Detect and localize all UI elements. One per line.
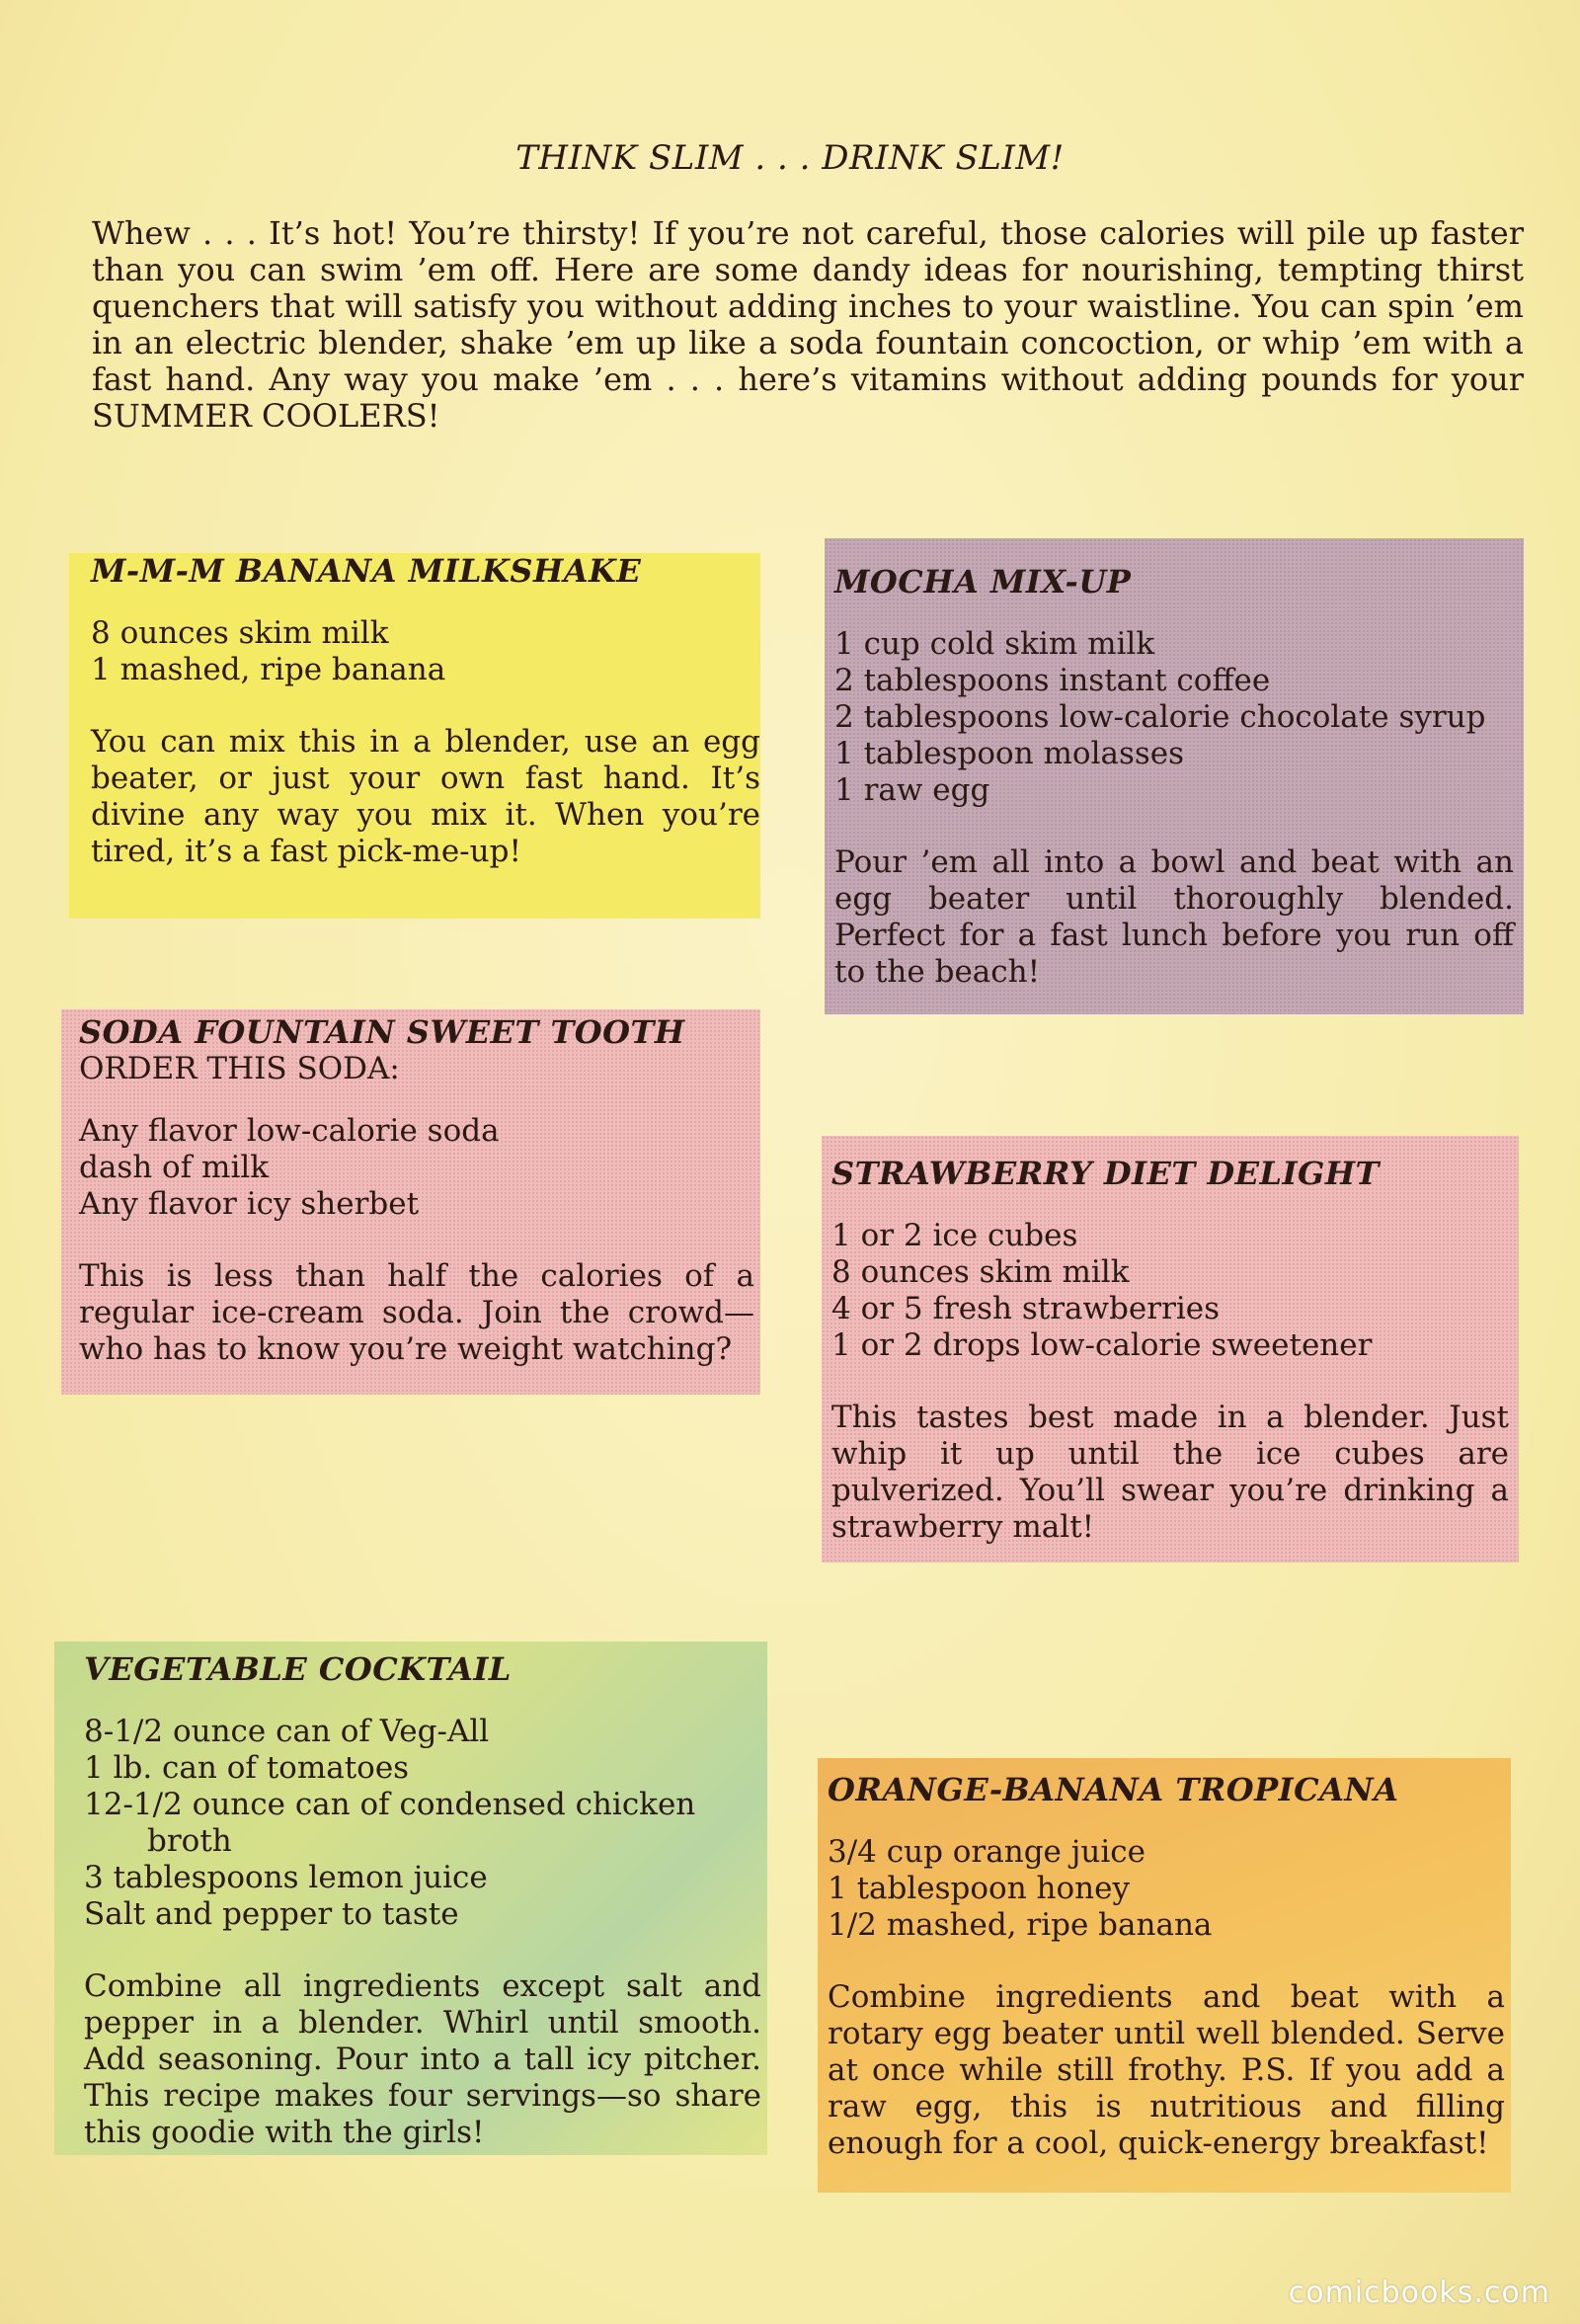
ingredient: dash of milk <box>79 1150 270 1185</box>
ingredient-list <box>828 1834 1505 1944</box>
recipe-title: M-M-M BANANA MILKSHAKE <box>91 552 642 590</box>
ingredient-list <box>84 1714 761 1933</box>
ingredient: Salt and pepper to taste <box>84 1896 459 1932</box>
recipe-card-orange-banana-tropicana <box>818 1758 1511 2193</box>
recipe-title: MOCHA MIX-UP <box>834 563 1132 601</box>
ingredient: 2 tablespoons instant coffee <box>834 663 1271 698</box>
ingredient-list <box>831 1218 1509 1364</box>
ingredient: 1 tablespoon molasses <box>834 736 1185 771</box>
ingredient: 2 tablespoons low-calorie chocolate syrup <box>834 699 1486 735</box>
recipe-card-banana-milkshake <box>69 553 760 919</box>
recipe-card-vegetable-cocktail <box>54 1642 767 2155</box>
ingredient-list <box>91 615 760 688</box>
ingredient: 3/4 cup orange juice <box>828 1834 1146 1870</box>
ingredient-list <box>834 626 1514 809</box>
recipe-instructions: Combine ingredients and beat with a rotary egg beater until well blended. Serve at once while still frothy. P.S. If you add a raw egg, this is nutritious and filling enough for a cool, quick-energy breakfast! <box>828 1979 1505 2161</box>
ingredient: 1 mashed, ripe banana <box>91 652 446 687</box>
ingredient: 1 cup cold skim milk <box>834 626 1155 662</box>
recipe-instructions: This tastes best made in a blender. Just whip it up until the ice cubes are pulverized. You’ll swear you’re drinking a strawberry malt! <box>831 1400 1509 1545</box>
recipe-instructions: This is less than half the calories of a regular ice-cream soda. Join the crowd—who has to know you’re weight watching? <box>79 1258 754 1367</box>
ingredient-list <box>79 1113 754 1223</box>
ingredient: 4 or 5 fresh strawberries <box>831 1291 1221 1326</box>
ingredient: 1 or 2 drops low-calorie sweetener <box>831 1327 1373 1363</box>
recipe-card-soda-fountain <box>61 1009 760 1395</box>
ingredient: 1/2 mashed, ripe banana <box>828 1907 1213 1943</box>
ingredient: Any flavor icy sherbet <box>79 1186 420 1222</box>
ingredient: Any flavor low-calorie soda <box>79 1113 500 1149</box>
ingredient: 8 ounces skim milk <box>831 1254 1130 1290</box>
ingredient: 3 tablespoons lemon juice <box>84 1860 488 1895</box>
watermark: comicbooks.com <box>1288 2276 1550 2310</box>
page-title: THINK SLIM . . . DRINK SLIM! <box>515 138 1065 178</box>
recipe-title: VEGETABLE COCKTAIL <box>84 1650 512 1688</box>
recipe-card-mocha-mix-up <box>825 538 1524 1014</box>
ingredient: 1 lb. can of tomatoes <box>84 1750 410 1786</box>
ingredient: 8 ounces skim milk <box>91 615 389 651</box>
intro-paragraph: Whew . . . It’s hot! You’re thirsty! If you’re not careful, those calories will pile up faster than you can swim ’em off. Here are some dandy ideas for nourishing, tempting thirst quenchers that will satisfy you without adding inches to your waistline. You can spin ’em in an electric blender, shake ’em up like a soda fountain concoction, or whip ’em with a fast hand. Any way you make ’em . . . here’s vitamins without adding pounds for your SUMMER COOLERS! <box>92 214 1524 435</box>
recipe-title: STRAWBERRY DIET DELIGHT <box>831 1155 1380 1192</box>
ingredient: 1 raw egg <box>834 772 990 808</box>
ingredient: 12-1/2 ounce can of condensed chicken <box>84 1787 696 1822</box>
recipe-subtitle: ORDER THIS SODA: <box>79 1051 400 1086</box>
recipe-title: ORANGE-BANANA TROPICANA <box>828 1771 1399 1808</box>
recipe-instructions: You can mix this in a blender, use an egg beater, or just your own fast hand. It’s divine any way you mix it. When you’re tired, it’s a fast pick-me-up! <box>91 724 760 869</box>
recipe-instructions: Combine all ingredients except salt and pepper in a blender. Whirl until smooth. Add seasoning. Pour into a tall icy pitcher. This recipe makes four servings—so share this goodie with the girls! <box>84 1968 761 2150</box>
ingredient: 1 or 2 ice cubes <box>831 1218 1078 1253</box>
ingredient: broth <box>147 1823 232 1859</box>
recipe-instructions: Pour ’em all into a bowl and beat with an egg beater until thoroughly blended. Perfect for a fast lunch before you run off to the beach! <box>834 844 1514 990</box>
recipe-title: SODA FOUNTAIN SWEET TOOTH <box>79 1013 685 1051</box>
recipe-card-strawberry-diet-delight <box>822 1136 1519 1563</box>
ingredient: 1 tablespoon honey <box>828 1871 1130 1906</box>
ingredient: 8-1/2 ounce can of Veg-All <box>84 1714 490 1749</box>
